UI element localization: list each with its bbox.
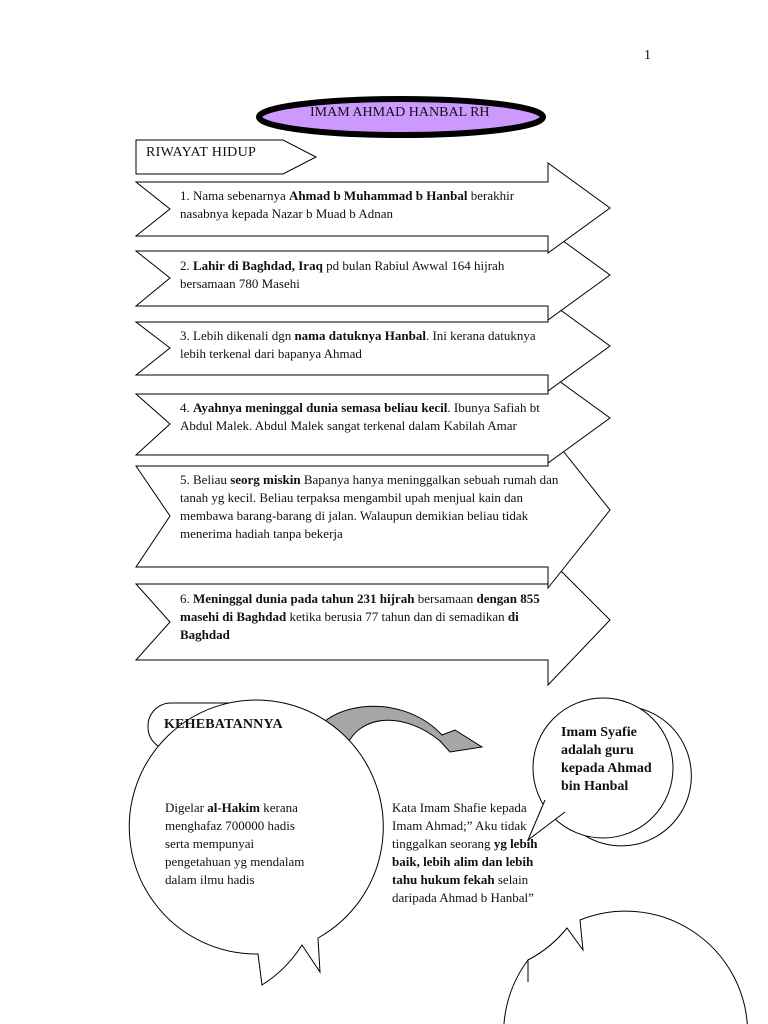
item-1-text: 1. Nama sebenarnya Ahmad b Muhammad b Hanbal berakhir nasabnya kepada Nazar b Muad b Adnan [180, 188, 515, 221]
bubble-right-text: Imam Syafie adalah guru kepada Ahmad bin Hanbal [561, 725, 652, 794]
bubble-mid-text: Kata Imam Shafie kepada Imam Ahmad;” Aku tidak tinggalkan seorang yg lebih baik, lebih alim dan lebih tahu hukum fekah selain daripada Ahmad b Hanbal” [392, 800, 538, 905]
item-4-text: 4. Ayahnya meninggal dunia semasa beliau kecil. Ibunya Safiah bt Abdul Malek. Abdul Malek sangat terkenal dalam Kabilah Amar [180, 400, 540, 433]
item-3-text: 3. Lebih dikenali dgn nama datuknya Hanbal. Ini kerana datuknya lebih terkenal dari bapanya Ahmad [180, 328, 536, 361]
item-6-text: 6. Meninggal dunia pada tahun 231 hijrah bersamaan dengan 855 masehi di Baghdad ketika berusia 77 tahun dan di semadikan di Baghdad [180, 591, 540, 642]
page-title: IMAM AHMAD HANBAL RH [310, 105, 490, 120]
kehebatannya-label: KEHEBATANNYA [164, 717, 283, 732]
item-5-text: 5. Beliau seorg miskin Bapanya hanya meninggalkan sebuah rumah dan tanah yg kecil. Beliau terpaksa mengambil upah menjual kain dan membawa barang-barang di jalan. Walaupun demikian beliau tidak menerima hadiah tanpa bekerja [180, 472, 559, 541]
riwayat-hidup-label: RIWAYAT HIDUP [146, 145, 257, 160]
bubble-mid-shape [504, 911, 748, 1024]
page-number: 1 [644, 48, 651, 63]
item-2-text: 2. Lahir di Baghdad, Iraq pd bulan Rabiul Awwal 164 hijrah bersamaan 780 Masehi [180, 258, 505, 291]
bubble-left-text: Digelar al-Hakim kerana menghafaz 700000 hadis serta mempunyai pengetahuan yg mendalam dalam ilmu hadis [165, 800, 305, 887]
